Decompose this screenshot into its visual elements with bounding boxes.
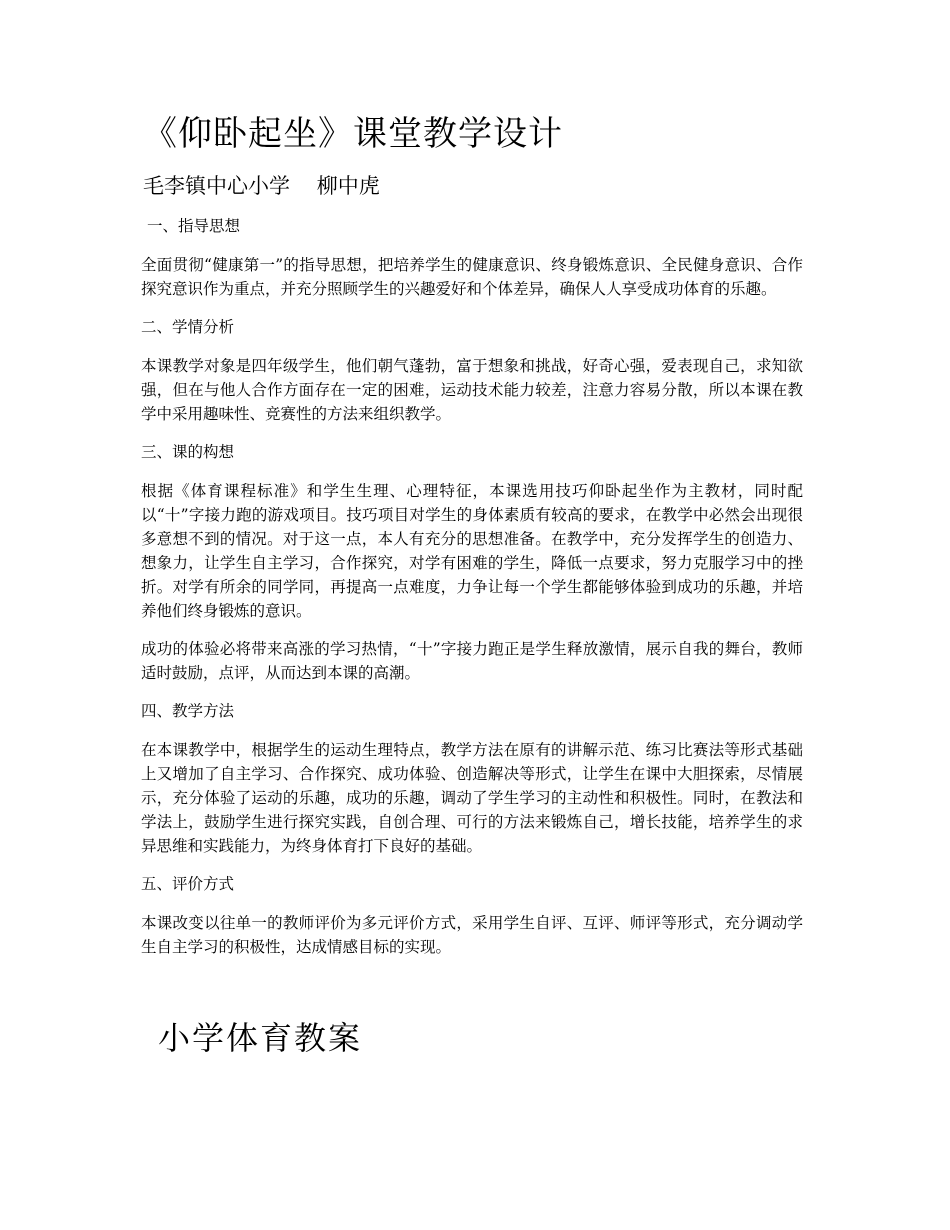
sub-title: 小学体育教案	[158, 1019, 363, 1057]
section-paragraph: 本课教学对象是四年级学生，他们朝气蓬勃，富于想象和挑战，好奇心强，爱表现自己，求知欲强，但在与他人合作方面存在一定的困难，运动技术能力较差，注意力容易分散，所以本课在教学中采用趣味性、竞赛性的方法来组织教学。	[141, 357, 803, 423]
document-title: 《仰卧起坐》课堂教学设计	[143, 114, 563, 154]
section-paragraph: 本课改变以往单一的教师评价为多元评价方式，采用学生自评、互评、师评等形式，充分调动学生自主学习的积极性，达成情感目标的实现。	[141, 914, 803, 956]
section-paragraph: 根据《体育课程标准》和学生生理、心理特征，本课选用技巧仰卧起坐作为主教材，同时配以“十”字接力跑的游戏项目。技巧项目对学生的身体素质有较高的要求，在教学中必然会出现很多意想不到的情况。对于这一点，本人有充分的思想准备。在教学中，充分发挥学生的创造力、想象力，让学生自主学习，合作探究，对学有困难的学生，降低一点要求，努力克服学习中的挫折。对学有所余的同学同，再提高一点难度，力争让每一个学生都能够体验到成功的乐趣，并培养他们终身锻炼的意识。	[141, 482, 803, 620]
section-heading: 三、课的构想	[141, 443, 235, 461]
section-heading: 五、评价方式	[141, 875, 235, 893]
document-body	[141, 214, 803, 959]
section-paragraph: 在本课教学中，根据学生的运动生理特点，教学方法在原有的讲解示范、练习比赛法等形式基础上又增加了自主学习、合作探究、成功体验、创造解决等形式，让学生在课中大胆探索，尽情展示，充分体验了运动的乐趣，成功的乐趣，调动了学生学习的主动性和积极性。同时，在教法和学法上，鼓励学生进行探究实践，自创合理、可行的方法来锻炼自己，增长技能，培养学生的求异思维和实践能力，为终身体育打下良好的基础。	[141, 741, 803, 855]
section-heading: 二、学情分析	[141, 318, 235, 336]
section-paragraph: 成功的体验必将带来高涨的学习热情，“十”字接力跑正是学生释放激情，展示自我的舞台，教师适时鼓励，点评，从而达到本课的高潮。	[141, 640, 803, 682]
section-paragraph: 全面贯彻“健康第一”的指导思想，把培养学生的健康意识、终身锻炼意识、全民健身意识、合作探究意识作为重点，并充分照顾学生的兴趣爱好和个体差异，确保人人享受成功体育的乐趣。	[141, 256, 803, 298]
author-line: 毛李镇中心小学 柳中虎	[143, 174, 380, 198]
section-heading: 四、教学方法	[141, 702, 235, 720]
section-heading: 一、指导思想	[147, 217, 241, 235]
